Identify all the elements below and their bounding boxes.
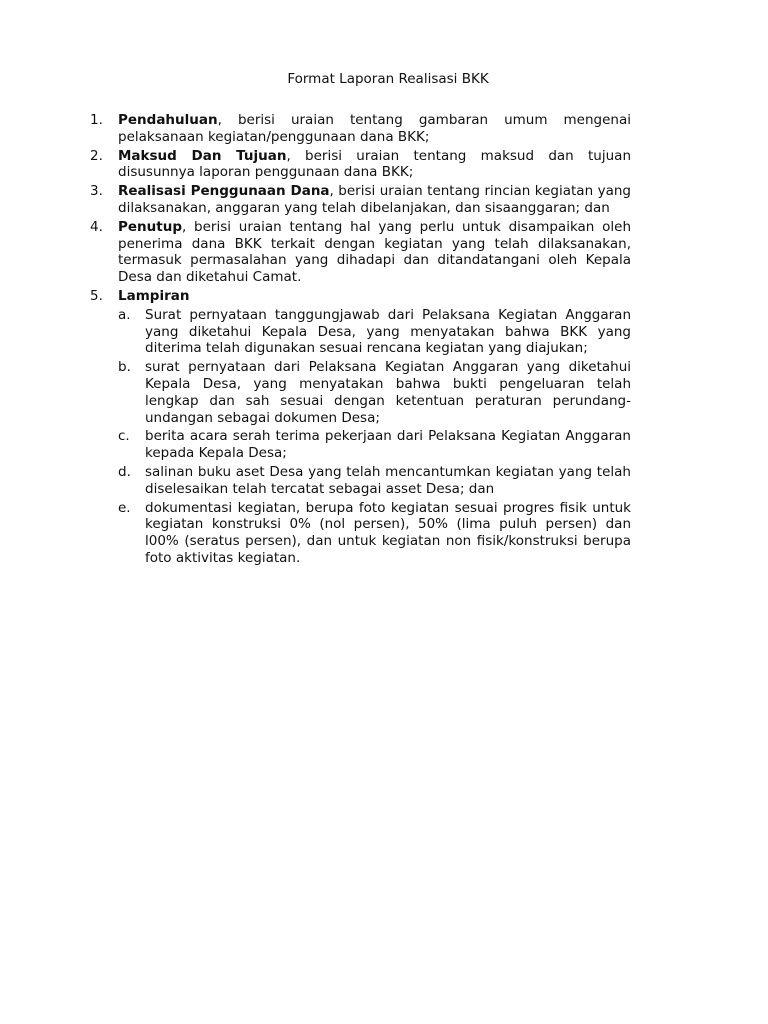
- list-item-pendahuluan: [90, 112, 631, 146]
- subitem-letter: d.: [118, 463, 131, 480]
- list-item-realisasi-penggunaan-dana: [90, 183, 631, 217]
- item-number: 3.: [90, 183, 103, 200]
- item-term: Lampiran: [118, 287, 190, 304]
- subitem-letter: b.: [118, 359, 131, 376]
- list-item-lampiran: [90, 288, 631, 567]
- report-outline-list: [90, 112, 631, 569]
- item-number: 4.: [90, 218, 103, 235]
- item-number: 2.: [90, 147, 103, 164]
- sublist-item-a: [118, 307, 631, 357]
- list-item-penutup: [90, 219, 631, 286]
- subitem-letter: a.: [118, 306, 131, 323]
- item-description: , berisi uraian tentang hal yang perlu untuk disampaikan oleh penerima dana BKK terkait dengan kegiatan yang telah dilaksanakan, termasuk permasalahan yang dihadapi dan ditandatangani oleh Kepala Desa dan diketahui Camat.: [118, 218, 631, 286]
- item-description: , berisi uraian tentang rincian kegiatan yang dilaksanakan, anggaran yang telah dibelanjakan, dan sisaanggaran; dan: [118, 183, 631, 216]
- subitem-text: berita acara serah terima pekerjaan dari Pelaksana Kegiatan Anggaran kepada Kepala Desa;: [145, 428, 631, 462]
- item-number: 1.: [90, 112, 103, 128]
- item-term: Realisasi Penggunaan Dana: [118, 183, 330, 200]
- subitem-letter: e.: [118, 499, 131, 516]
- list-item-maksud-dan-tujuan: [90, 148, 631, 182]
- subitem-text: Surat pernyataan tanggungjawab dari Pelaksana Kegiatan Anggaran yang diketahui Kepala Desa, yang menyatakan bahwa BKK yang diterima telah digunakan sesuai rencana kegiatan yang diajukan;: [145, 306, 631, 357]
- lampiran-sublist: [118, 307, 631, 567]
- subitem-letter: c.: [118, 428, 130, 445]
- item-description: , berisi uraian tentang maksud dan tujuan disusunnya laporan penggunaan dana BKK;: [118, 147, 631, 181]
- item-term: Pendahuluan: [118, 112, 218, 128]
- subitem-text: surat pernyataan dari Pelaksana Kegiatan Anggaran yang diketahui Kepala Desa, yang menyatakan bahwa bukti pengeluaran telah lengkap dan sah sesuai dengan ketentuan peraturan perundang-undangan sebagai dokumen Desa;: [145, 359, 631, 426]
- item-term: Penutup: [118, 218, 182, 235]
- item-description: , berisi uraian tentang gambaran umum mengenai pelaksanaan kegiatan/penggunaan dana BKK;: [118, 112, 631, 145]
- subitem-text: salinan buku aset Desa yang telah mencantumkan kegiatan yang telah diselesaikan telah tercatat sebagai asset Desa; dan: [145, 463, 631, 497]
- subitem-text: dokumentasi kegiatan, berupa foto kegiatan sesuai progres fisik untuk kegiatan konstruksi 0% (nol persen), 50% (lima puluh persen) dan l00% (seratus persen), dan untuk kegiatan non fisik/konstruksi berupa foto aktivitas kegiatan.: [145, 499, 631, 566]
- item-number: 5.: [90, 287, 103, 304]
- document-title: Format Laporan Realisasi BKK: [287, 71, 489, 87]
- sublist-item-e: [118, 500, 631, 567]
- item-term: Maksud Dan Tujuan: [118, 147, 287, 164]
- sublist-item-c: [118, 428, 631, 462]
- sublist-item-d: [118, 464, 631, 498]
- sublist-item-b: [118, 359, 631, 426]
